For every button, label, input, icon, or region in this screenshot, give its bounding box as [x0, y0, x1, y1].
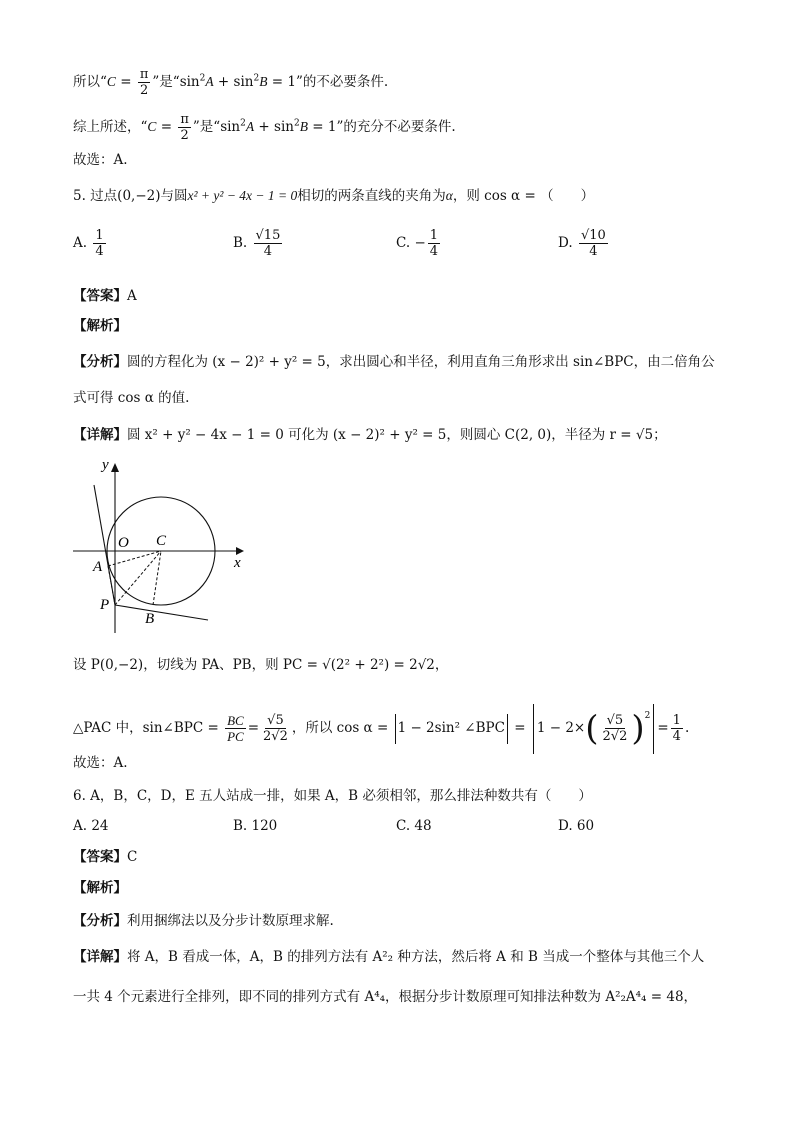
l2-pre: 综上所述，“: [73, 119, 148, 135]
q5-guxuan: 故选：A.: [73, 755, 128, 771]
q5-triangle-line: △PAC 中，sin∠BPC = $\frac{BC}{PC}$ = $\frac{√5}{2√2}$ ，所以 cos α = 1 − 2sin² ∠BPC = 1 − 2×( $\frac{√5}{2√2}$ )$^2$= $\frac{1}{4}$ .: [73, 690, 689, 755]
q6-fenxi: 【分析】利用捆绑法以及分步计数原理求解.: [73, 913, 334, 929]
q6-option-c: C. 48: [396, 818, 432, 834]
label-p: P: [100, 597, 110, 613]
q6-jiexi: 【解析】: [73, 880, 127, 896]
l2-mid: ”是“: [192, 119, 221, 135]
q6-xiangjie-line1: 【详解】将 A，B 看成一体，A，B 的排列方法有 A²₂ 种方法，然后将 A 和 B 当成一个整体与其他三个人: [73, 949, 705, 965]
tangent-line-pb: [115, 605, 208, 620]
q5-xiangjie: 【详解】圆 x² + y² − 4x − 1 = 0 可化为 (x − 2)² + y² = 5，则圆心 C(2, 0)，半径为 r = √5；: [73, 427, 667, 443]
q6-option-d: D. 60: [558, 818, 595, 834]
pi-over-2-fraction: $\frac{\pi}{2}$: [139, 67, 149, 98]
q6-answer: 【答案】C: [73, 849, 138, 865]
label-x: x: [234, 555, 241, 571]
text-line-1: 所以“C = $\frac{\pi}{2}$ ”是“$\sin^2A + \sin^2B = 1$”的不必要条件.: [73, 67, 389, 98]
q5-option-d: D. $\frac{√10}{4}$: [558, 228, 606, 259]
q5-option-a: A. $\frac{1}{4}$: [73, 228, 104, 259]
q5-fenxi-line2: 式可得 cos α 的值.: [73, 390, 190, 406]
x-axis-arrow: [236, 547, 244, 555]
l1-mid: ”是“: [152, 74, 180, 90]
q5-fenxi-line1: 【分析】圆的方程化为 (x − 2)² + y² = 5，求出圆心和半径，利用直角三角形求出 sin∠BPC，由二倍角公: [73, 354, 715, 370]
q6-stem: 6. A，B，C，D，E 五人站成一排，如果 A，B 必须相邻，那么排法种数共有（ ）: [73, 788, 592, 804]
choose-line: 故选：A.: [73, 152, 128, 168]
l1-post: ”的不必要条件.: [295, 74, 389, 90]
q5-stem: 5. 过点(0,−2)与圆x² + y² − 4x − 1 = 0相切的两条直线的夹角为α，则 cos α = （ ）: [73, 188, 595, 204]
q6-option-a: A. 24: [73, 818, 109, 834]
label-y: y: [102, 457, 109, 473]
label-o: O: [118, 535, 129, 551]
q5-jiexi: 【解析】: [73, 318, 127, 334]
y-axis-arrow: [111, 463, 119, 472]
q5-option-c: C. − $\frac{1}{4}$: [396, 228, 439, 259]
text-line-2: 综上所述，“C = $\frac{\pi}{2}$ ”是“$\sin^2A + \sin^2B = 1$”的充分不必要条件.: [73, 112, 456, 143]
l2-post: ”的充分不必要条件.: [336, 119, 456, 135]
q6-xiangjie-line2: 一共 4 个元素进行全排列，即不同的排列方式有 A⁴₄，根据分步计数原理可知排法种数为 A²₂A⁴₄ = 48，: [73, 989, 698, 1005]
dashed-ac: [108, 551, 161, 566]
dashed-pc: [115, 551, 161, 605]
q5-option-b: B. $\frac{√15}{4}$: [233, 228, 281, 259]
l1-pre: 所以“: [73, 74, 107, 90]
label-b: B: [145, 611, 155, 627]
q5-she-line: 设 P(0,−2)，切线为 PA、PB，则 PC = √(2² + 2²) = 2√2，: [73, 657, 449, 673]
label-c: C: [156, 533, 167, 549]
pi-over-2-fraction: $\frac{\pi}{2}$: [180, 112, 189, 143]
tangent-circle-figure: [68, 455, 258, 635]
q6-option-b: B. 120: [233, 818, 278, 834]
q5-answer: 【答案】A: [73, 288, 137, 304]
label-a: A: [93, 559, 103, 575]
